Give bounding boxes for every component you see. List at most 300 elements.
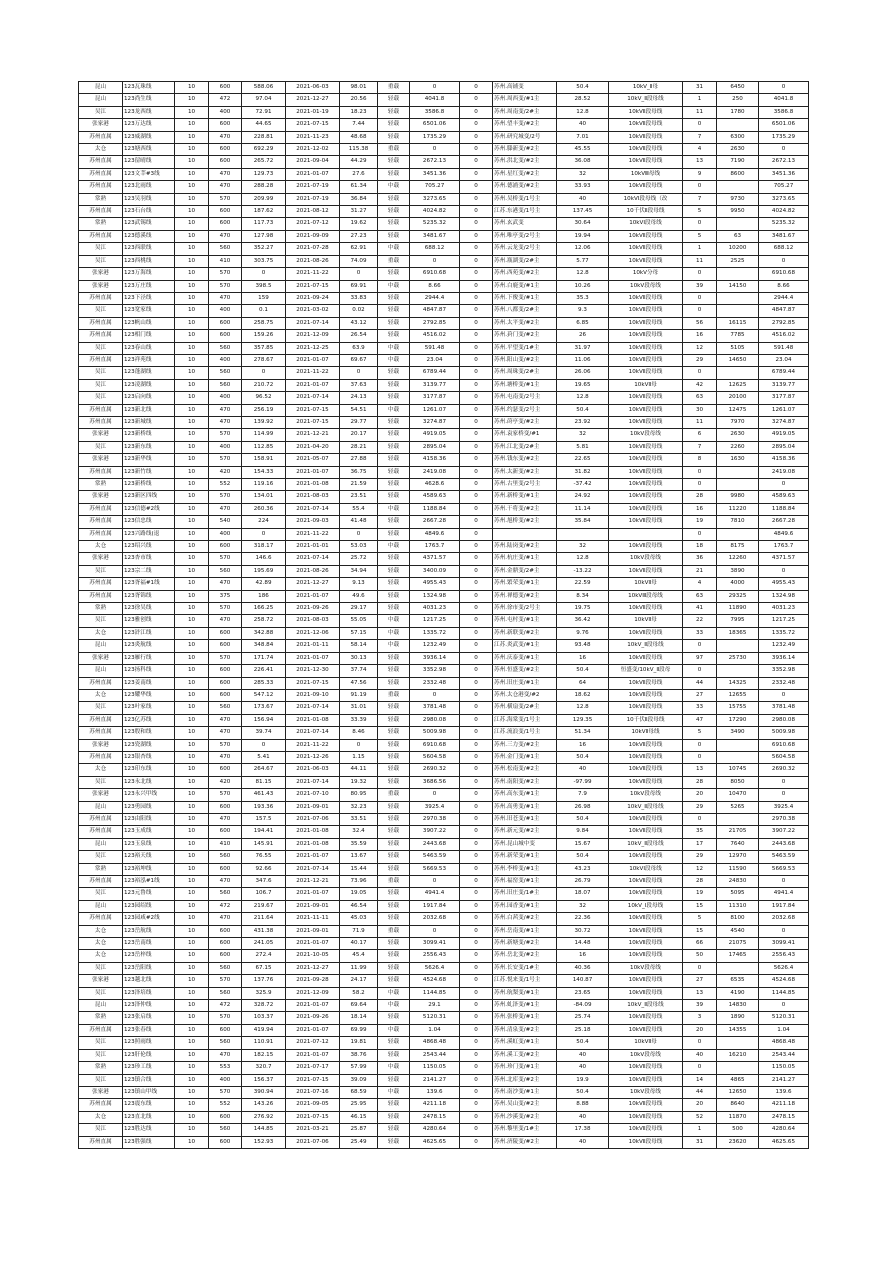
table-cell: 123由阳线 bbox=[123, 813, 175, 825]
table-cell: 5235.32 bbox=[410, 218, 460, 230]
table-cell: 19.32 bbox=[340, 776, 378, 788]
table-row bbox=[79, 82, 809, 94]
table-cell: 0 bbox=[460, 206, 493, 218]
table-cell: 500 bbox=[717, 1124, 759, 1136]
table-cell: 19.75 bbox=[557, 603, 609, 615]
table-cell: 苏州.新联变/#2主 bbox=[493, 627, 557, 639]
table-row bbox=[79, 987, 809, 999]
table-cell: 2021-12-26 bbox=[286, 751, 340, 763]
table-cell: 27.23 bbox=[340, 230, 378, 242]
table-cell: 0 bbox=[460, 491, 493, 503]
table-cell: 10 bbox=[175, 1024, 209, 1036]
table-cell: 2895.04 bbox=[410, 441, 460, 453]
table-cell: 26.79 bbox=[557, 876, 609, 888]
table-cell: 0 bbox=[410, 689, 460, 701]
table-cell: 10kV_Ⅱ段母线 bbox=[609, 640, 683, 652]
table-cell: 375 bbox=[209, 590, 242, 602]
table-cell: 92.66 bbox=[242, 863, 286, 875]
table-cell: 2021-01-08 bbox=[286, 714, 340, 726]
table-cell: 123武锡线 bbox=[123, 218, 175, 230]
table-cell: 10 bbox=[175, 454, 209, 466]
table-cell: 常熟 bbox=[79, 193, 123, 205]
table-cell: 472 bbox=[209, 1000, 242, 1012]
table-row bbox=[79, 218, 809, 230]
table-cell: 10kVⅡ段母线 bbox=[609, 342, 683, 354]
table-cell: 10kVⅡ段母线 bbox=[609, 925, 683, 937]
table-row bbox=[79, 652, 809, 664]
table-cell: 5105 bbox=[717, 342, 759, 354]
table-cell bbox=[557, 528, 609, 540]
table-cell: 0 bbox=[460, 851, 493, 863]
table-cell: 8175 bbox=[717, 541, 759, 553]
table-cell: 123姜南线 bbox=[123, 677, 175, 689]
table-cell: 42 bbox=[683, 379, 717, 391]
table-cell: -37.42 bbox=[557, 479, 609, 491]
table-cell: 6535 bbox=[717, 975, 759, 987]
table-cell: 10 bbox=[175, 156, 209, 168]
table-cell: 159 bbox=[242, 292, 286, 304]
table-cell: 轻载 bbox=[378, 454, 410, 466]
table-cell: 3139.77 bbox=[759, 379, 809, 391]
table-cell: 5009.98 bbox=[759, 727, 809, 739]
table-cell: 2021-09-26 bbox=[286, 1012, 340, 1024]
table-cell: 33 bbox=[683, 627, 717, 639]
table-cell: 2672.13 bbox=[759, 156, 809, 168]
table-cell: 10 bbox=[175, 479, 209, 491]
table-cell: 398.5 bbox=[242, 280, 286, 292]
table-cell: 115.38 bbox=[340, 144, 378, 156]
table-cell: 10kVⅡ段母线 bbox=[609, 876, 683, 888]
table-cell: 10kVⅡ段母线 bbox=[609, 689, 683, 701]
table-cell: 0 bbox=[460, 801, 493, 813]
table-cell: 470 bbox=[209, 913, 242, 925]
table-cell: 0 bbox=[410, 82, 460, 94]
table-cell: 250 bbox=[717, 94, 759, 106]
table-cell: 570 bbox=[209, 193, 242, 205]
table-cell: 123德溪线 bbox=[123, 230, 175, 242]
table-row bbox=[79, 640, 809, 652]
table-cell bbox=[609, 528, 683, 540]
table-cell: 570 bbox=[209, 268, 242, 280]
table-cell: 0 bbox=[460, 1136, 493, 1148]
table-cell: 159.26 bbox=[242, 330, 286, 342]
table-cell: 10kV_Ⅱ母 bbox=[609, 82, 683, 94]
table-cell: 325.9 bbox=[242, 987, 286, 999]
table-cell: 苏州.周西变/#1主 bbox=[493, 94, 557, 106]
table-cell: 2443.68 bbox=[410, 838, 460, 850]
table-cell: 轻载 bbox=[378, 950, 410, 962]
table-row bbox=[79, 230, 809, 242]
table-cell: 中载 bbox=[378, 541, 410, 553]
table-cell: 轻载 bbox=[378, 156, 410, 168]
table-cell: 10 bbox=[175, 268, 209, 280]
table-cell: 258.75 bbox=[242, 317, 286, 329]
table-cell: 7810 bbox=[717, 516, 759, 528]
table-cell: 0 bbox=[460, 255, 493, 267]
table-cell: 137.76 bbox=[242, 975, 286, 987]
table-cell: 苏州.旭桥变/#2主 bbox=[493, 516, 557, 528]
table-cell: 4849.6 bbox=[759, 528, 809, 540]
table-cell: 0 bbox=[410, 876, 460, 888]
table-cell: 中载 bbox=[378, 243, 410, 255]
table-cell: 5095 bbox=[717, 888, 759, 900]
table-cell: 36.42 bbox=[557, 615, 609, 627]
table-cell: 0 bbox=[683, 528, 717, 540]
table-cell: 3586.8 bbox=[759, 106, 809, 118]
table-cell: 3781.48 bbox=[759, 702, 809, 714]
table-cell: 45.4 bbox=[340, 950, 378, 962]
table-cell: 苏州.吴山变/#2主 bbox=[493, 1099, 557, 1111]
table-cell: 张家港 bbox=[79, 491, 123, 503]
table-cell: 苏州.江北变/2#主 bbox=[493, 441, 557, 453]
table-cell: 2021-07-14 bbox=[286, 776, 340, 788]
table-row bbox=[79, 590, 809, 602]
table-row bbox=[79, 131, 809, 143]
table-cell: 苏州.吴桥变/1号主 bbox=[493, 193, 557, 205]
table-row bbox=[79, 491, 809, 503]
table-cell: 0 bbox=[460, 541, 493, 553]
table-cell: 28.52 bbox=[557, 94, 609, 106]
table-cell: 123岳航线 bbox=[123, 925, 175, 937]
table-cell: 63.9 bbox=[340, 342, 378, 354]
table-cell: 苏州直属 bbox=[79, 330, 123, 342]
table-cell bbox=[717, 640, 759, 652]
table-cell: 5463.59 bbox=[759, 851, 809, 863]
table-cell: 轻载 bbox=[378, 714, 410, 726]
table-cell: 0 bbox=[460, 739, 493, 751]
table-cell: 143.26 bbox=[242, 1099, 286, 1111]
table-cell: 苏州.庆泰变/#1主 bbox=[493, 652, 557, 664]
table-cell: 10kVⅡ段母线 bbox=[609, 441, 683, 453]
table-cell: 10 bbox=[175, 317, 209, 329]
table-cell: 20 bbox=[683, 789, 717, 801]
table-cell: 吴江 bbox=[79, 305, 123, 317]
table-cell: 苏州.瓶湖变/2#主 bbox=[493, 255, 557, 267]
table-cell: 4190 bbox=[717, 987, 759, 999]
table-cell: 10 bbox=[175, 255, 209, 267]
table-cell: 25.72 bbox=[340, 553, 378, 565]
table-cell: 10 bbox=[175, 727, 209, 739]
table-cell: 12970 bbox=[717, 851, 759, 863]
table-cell: 轻载 bbox=[378, 739, 410, 751]
table-cell: 560 bbox=[209, 565, 242, 577]
table-cell: 3139.77 bbox=[410, 379, 460, 391]
table-cell: 58.14 bbox=[340, 640, 378, 652]
table-cell: 123直北线 bbox=[123, 1111, 175, 1123]
table-cell: 1232.49 bbox=[759, 640, 809, 652]
table-cell: 2021-03-02 bbox=[286, 305, 340, 317]
table-cell: 32.23 bbox=[340, 801, 378, 813]
table-cell: 600 bbox=[209, 218, 242, 230]
table-cell: 2021-12-27 bbox=[286, 962, 340, 974]
table-row bbox=[79, 1024, 809, 1036]
table-cell: 600 bbox=[209, 863, 242, 875]
table-cell: 10kVⅡ段母线 bbox=[609, 851, 683, 863]
table-cell: 10 bbox=[175, 379, 209, 391]
table-cell: -97.99 bbox=[557, 776, 609, 788]
table-cell: 2021-12-21 bbox=[286, 876, 340, 888]
table-cell: 19.05 bbox=[340, 888, 378, 900]
table-cell: 34.94 bbox=[340, 565, 378, 577]
table-cell: 8.66 bbox=[759, 280, 809, 292]
table-cell: 57.15 bbox=[340, 627, 378, 639]
table-cell: 600 bbox=[209, 925, 242, 937]
table-cell: 0 bbox=[460, 987, 493, 999]
table-cell: 0 bbox=[340, 528, 378, 540]
table-cell: 苏州.高勇变/#1主 bbox=[493, 801, 557, 813]
table-cell: 苏州直属 bbox=[79, 230, 123, 242]
table-cell: 41.48 bbox=[340, 516, 378, 528]
table-cell: 苏州.珍门变/#1主 bbox=[493, 1062, 557, 1074]
table-cell: 352.27 bbox=[242, 243, 286, 255]
table-cell: 10 bbox=[175, 813, 209, 825]
table-cell: 129.73 bbox=[242, 168, 286, 180]
table-cell: 209.99 bbox=[242, 193, 286, 205]
table-cell: 10kVⅡ母线 bbox=[609, 727, 683, 739]
table-cell: 轻载 bbox=[378, 392, 410, 404]
table-cell: 11.14 bbox=[557, 503, 609, 515]
table-cell: 10千伏Ⅱ段母线 bbox=[609, 206, 683, 218]
table-cell: 2021-07-19 bbox=[286, 193, 340, 205]
table-cell: 2021-09-04 bbox=[286, 156, 340, 168]
table-cell: 12475 bbox=[717, 404, 759, 416]
table-cell bbox=[493, 528, 557, 540]
table-cell: 2944.4 bbox=[759, 292, 809, 304]
table-cell: 18.62 bbox=[557, 689, 609, 701]
table-cell: 轻载 bbox=[378, 416, 410, 428]
table-cell: 0 bbox=[460, 789, 493, 801]
table-cell: 19.62 bbox=[340, 218, 378, 230]
table-cell: 46.54 bbox=[340, 900, 378, 912]
table-cell: 560 bbox=[209, 888, 242, 900]
table-cell: 0 bbox=[460, 479, 493, 491]
table-cell: 昆山 bbox=[79, 94, 123, 106]
table-cell: 35 bbox=[683, 826, 717, 838]
table-cell: 常熟 bbox=[79, 1012, 123, 1024]
table-row bbox=[79, 938, 809, 950]
table-cell: 10kVⅡ段母线 bbox=[609, 813, 683, 825]
table-cell: 10kVⅡ段母线 bbox=[609, 131, 683, 143]
table-cell: 苏州.高铺变 bbox=[493, 82, 557, 94]
table-cell: 470 bbox=[209, 751, 242, 763]
table-cell: 中载 bbox=[378, 1062, 410, 1074]
table-cell: 10kVⅡ段母线 bbox=[609, 776, 683, 788]
table-cell: 4024.82 bbox=[759, 206, 809, 218]
table-cell: 0 bbox=[460, 1099, 493, 1111]
table-cell: 2021-07-15 bbox=[286, 416, 340, 428]
table-cell: 50.4 bbox=[557, 665, 609, 677]
table-cell: 2021-07-14 bbox=[286, 503, 340, 515]
table-row bbox=[79, 578, 809, 590]
table-cell: 80.95 bbox=[340, 789, 378, 801]
table-cell: 210.72 bbox=[242, 379, 286, 391]
table-cell: 13 bbox=[683, 156, 717, 168]
table-cell: 11870 bbox=[717, 1111, 759, 1123]
table-row bbox=[79, 317, 809, 329]
table-cell: 0 bbox=[460, 913, 493, 925]
table-cell: 10kVⅡ段母线 bbox=[609, 292, 683, 304]
table-cell: 苏州.三力变/#2主 bbox=[493, 739, 557, 751]
table-cell: 20.56 bbox=[340, 94, 378, 106]
table-cell: 3400.09 bbox=[410, 565, 460, 577]
table-cell: 21705 bbox=[717, 826, 759, 838]
table-row bbox=[79, 888, 809, 900]
table-cell: 10kVⅡ段母线 bbox=[609, 603, 683, 615]
table-cell: 2021-11-23 bbox=[286, 131, 340, 143]
table-row bbox=[79, 714, 809, 726]
table-cell: 5 bbox=[683, 727, 717, 739]
table-cell: 470 bbox=[209, 578, 242, 590]
table-cell: 10kVⅡ段母线 bbox=[609, 354, 683, 366]
table-cell: 吴江 bbox=[79, 1049, 123, 1061]
table-cell: 2478.15 bbox=[410, 1111, 460, 1123]
table-cell: 3274.87 bbox=[410, 416, 460, 428]
table-cell: 342.88 bbox=[242, 627, 286, 639]
table-cell: 2021-12-02 bbox=[286, 144, 340, 156]
table-cell: 轻载 bbox=[378, 913, 410, 925]
table-cell: 0 bbox=[460, 578, 493, 590]
table-cell: 11 bbox=[683, 416, 717, 428]
table-cell: 470 bbox=[209, 230, 242, 242]
table-cell: 2021-07-15 bbox=[286, 119, 340, 131]
table-row bbox=[79, 603, 809, 615]
table-cell: 10 bbox=[175, 342, 209, 354]
table-cell: 轻载 bbox=[378, 851, 410, 863]
table-cell: 苏州.八都变/2#主 bbox=[493, 305, 557, 317]
table-cell: 0 bbox=[340, 268, 378, 280]
table-cell: 苏州.虬泽变/#1主 bbox=[493, 1000, 557, 1012]
table-cell: 4280.64 bbox=[410, 1124, 460, 1136]
table-cell: 0 bbox=[460, 962, 493, 974]
table-cell: 600 bbox=[209, 627, 242, 639]
table-cell: 2021-07-15 bbox=[286, 280, 340, 292]
table-cell: 15.44 bbox=[340, 863, 378, 875]
table-cell: 10 bbox=[175, 144, 209, 156]
table-cell: 2021-01-01 bbox=[286, 541, 340, 553]
table-cell: 10 bbox=[175, 975, 209, 987]
table-cell: 600 bbox=[209, 82, 242, 94]
table-cell: 2021-09-01 bbox=[286, 801, 340, 813]
table-cell: 36.84 bbox=[340, 193, 378, 205]
table-cell: 7 bbox=[683, 193, 717, 205]
table-cell: 6.85 bbox=[557, 317, 609, 329]
table-row bbox=[79, 1124, 809, 1136]
table-cell: 常熟 bbox=[79, 863, 123, 875]
table-cell: 10kVⅡ段母线 bbox=[609, 392, 683, 404]
table-cell: 0 bbox=[460, 900, 493, 912]
table-cell: 10.26 bbox=[557, 280, 609, 292]
table-cell: 419.94 bbox=[242, 1024, 286, 1036]
table-cell: 中载 bbox=[378, 615, 410, 627]
table-cell: 苏州.清泉变/#2主 bbox=[493, 1024, 557, 1036]
table-cell: 38.76 bbox=[340, 1049, 378, 1061]
table-cell: 76.55 bbox=[242, 851, 286, 863]
table-cell: 苏州.李桥变/#1主 bbox=[493, 863, 557, 875]
table-cell: 2021-08-12 bbox=[286, 206, 340, 218]
table-cell: 8050 bbox=[717, 776, 759, 788]
table-cell: 123杏市线 bbox=[123, 553, 175, 565]
table-cell: 轻载 bbox=[378, 292, 410, 304]
table-cell: 0 bbox=[683, 1062, 717, 1074]
table-cell: 258.72 bbox=[242, 615, 286, 627]
table-cell: 1917.84 bbox=[410, 900, 460, 912]
table-cell: 苏州直属 bbox=[79, 317, 123, 329]
table-cell: 123张启线 bbox=[123, 1012, 175, 1024]
table-cell: 2021-07-14 bbox=[286, 863, 340, 875]
table-cell: 2525 bbox=[717, 255, 759, 267]
table-cell: 2021-07-12 bbox=[286, 218, 340, 230]
table-cell: 轻载 bbox=[378, 776, 410, 788]
table-cell: 12.8 bbox=[557, 392, 609, 404]
table-cell bbox=[717, 665, 759, 677]
table-cell: 2021-01-07 bbox=[286, 1000, 340, 1012]
table-cell: 47 bbox=[683, 714, 717, 726]
table-cell: 4031.23 bbox=[759, 603, 809, 615]
table-cell: 轻载 bbox=[378, 863, 410, 875]
table-cell: 4041.8 bbox=[759, 94, 809, 106]
table-cell: 轻载 bbox=[378, 938, 410, 950]
table-cell: 2021-07-14 bbox=[286, 553, 340, 565]
table-cell: 552 bbox=[209, 479, 242, 491]
table-cell: 3481.67 bbox=[759, 230, 809, 242]
table-cell: 4849.6 bbox=[410, 528, 460, 540]
table-cell: 1.15 bbox=[340, 751, 378, 763]
table-cell: 69.67 bbox=[340, 354, 378, 366]
table-cell: 123威湖线 bbox=[123, 131, 175, 143]
table-cell: 123永兴甲线 bbox=[123, 789, 175, 801]
table-cell: 5.81 bbox=[557, 441, 609, 453]
table-cell: 123肝伦线 bbox=[123, 1049, 175, 1061]
table-cell: 4847.87 bbox=[410, 305, 460, 317]
table-cell: 4865 bbox=[717, 1074, 759, 1086]
table-cell: 123吴羽线 bbox=[123, 193, 175, 205]
table-cell: 1324.98 bbox=[759, 590, 809, 602]
table-cell bbox=[717, 739, 759, 751]
table-cell: 5626.4 bbox=[410, 962, 460, 974]
table-cell: 123万庄线 bbox=[123, 280, 175, 292]
table-cell: 570 bbox=[209, 652, 242, 664]
table-cell: 2021-01-07 bbox=[286, 1024, 340, 1036]
table-cell: 10 bbox=[175, 801, 209, 813]
table-cell: 10 bbox=[175, 689, 209, 701]
table-cell: 265.72 bbox=[242, 156, 286, 168]
table-cell: 123耀华线 bbox=[123, 689, 175, 701]
table-cell: 33.39 bbox=[340, 714, 378, 726]
table-cell: 51.34 bbox=[557, 727, 609, 739]
table-cell: 472 bbox=[209, 94, 242, 106]
table-cell: 江苏.炎武变/#1主 bbox=[493, 640, 557, 652]
table-cell: 32 bbox=[557, 429, 609, 441]
table-cell: 2980.08 bbox=[759, 714, 809, 726]
table-cell: 0 bbox=[460, 640, 493, 652]
table-cell: 10 bbox=[175, 962, 209, 974]
table-cell: 193.36 bbox=[242, 801, 286, 813]
table-cell: 0 bbox=[460, 689, 493, 701]
table-cell: 10 bbox=[175, 987, 209, 999]
table-cell: 7785 bbox=[717, 330, 759, 342]
table-cell: 123留晴线 bbox=[123, 156, 175, 168]
table-cell: 10 bbox=[175, 826, 209, 838]
table-cell: 0 bbox=[683, 367, 717, 379]
table-cell: 江苏.流浪变/1号主 bbox=[493, 727, 557, 739]
table-cell: 5235.32 bbox=[759, 218, 809, 230]
table-cell: 97 bbox=[683, 652, 717, 664]
table-cell: 2021-01-08 bbox=[286, 838, 340, 850]
table-cell: 10kV段母线 bbox=[609, 1049, 683, 1061]
table-cell: 1 bbox=[683, 1124, 717, 1136]
table-cell: 25.95 bbox=[340, 1099, 378, 1111]
table-cell: 10kVⅡ段母线 bbox=[609, 503, 683, 515]
